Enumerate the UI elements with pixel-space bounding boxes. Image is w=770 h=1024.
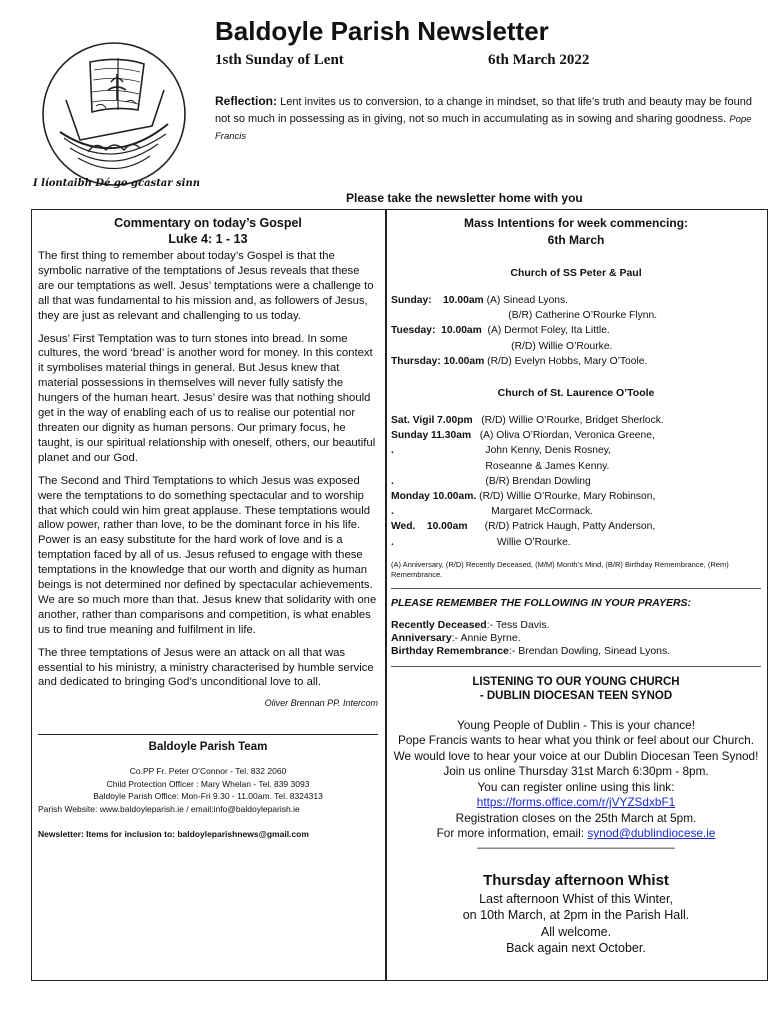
synod-deadline: Registration closes on the 25th March at 5pm. bbox=[455, 810, 697, 825]
mass-row: Sat. Vigil 7.00pm (R/D) Willie O’Rourke, Bridget Sherlock. bbox=[391, 415, 664, 427]
whist-heading: Thursday afternoon Whist bbox=[483, 871, 669, 889]
whist-line-1: Last afternoon Whist of this Winter, bbox=[479, 891, 673, 906]
team-rule bbox=[38, 734, 378, 735]
mass-row: Monday 10.00am. (R/D) Willie O’Rourke, Mary Robinson, bbox=[391, 491, 656, 503]
mass-row: (B/R) Catherine O’Rourke Flynn. bbox=[391, 310, 658, 322]
birthday-remembrance: Birthday Remembrance:- Brendan Dowling, Sinead Lyons. bbox=[391, 644, 671, 657]
newsletter-title: Baldoyle Parish Newsletter bbox=[215, 16, 549, 46]
church-st-laurence: Church of St. Laurence O’Toole bbox=[497, 387, 655, 400]
team-line-1: Co.PP Fr. Peter O’Connor - Tel. 832 2060 bbox=[129, 766, 287, 777]
mass-row: Sunday 11.30am (A) Oliva O’Riordan, Veronica Greene, bbox=[391, 430, 655, 442]
mass-row: . (B/R) Brendan Dowling bbox=[391, 475, 591, 487]
mass-row: Wed. 10.00am (R/D) Patrick Haugh, Patty Anderson, bbox=[391, 521, 656, 533]
mass-row: (R/D) Willie O’Rourke. bbox=[391, 340, 613, 352]
mass-row: . John Kenny, Denis Rosney, bbox=[391, 445, 611, 457]
church-peter-paul: Church of SS Peter & Paul bbox=[510, 267, 642, 279]
gospel-signature: Oliver Brennan PP. Intercom bbox=[264, 698, 378, 709]
gospel-paragraph-2: Jesus’ First Temptation was to turn stones into bread. In some cultures, the word ‘bread’ is another word for money. In this context it symbolises material things in general. But Jesus knew that material possessions in themselves will never fully satisfy the hungers of the human heart. Jesus’ desire was that nothing should get in the way of enabling each of us to realise our potential nor threaten our dignity as human persons. Our primary focus, he taught, is our spiritual relationship with oneself, others, our beautiful planet and our God. bbox=[38, 332, 376, 464]
synod-registration-link[interactable]: https://forms.office.com/r/jVYZSdxbF1 bbox=[476, 795, 676, 810]
right-column bbox=[391, 215, 761, 957]
parish-motto: I líontaibh Dé go gcastar sinn bbox=[33, 178, 201, 189]
synod-more-info: For more information, email: synod@dublindiocese.ie bbox=[436, 826, 716, 841]
synod-dashes: —————————————————— bbox=[477, 841, 675, 854]
parish-website[interactable]: Parish Website: www.baldoyleparish.ie / email:info@baldoyleparish.ie bbox=[38, 803, 300, 814]
mass-row: . Willie O’Rourke. bbox=[391, 536, 571, 548]
gospel-paragraph-3: The Second and Third Temptations to which Jesus was exposed were the temptations to do something spectacular and to worship that which could win him great applause. These temptations would allow power, rather than love, to be the dominant force in his life. Power is an easy substitute for the hard work of love and is a temptation faced by all of us. Jesus refused to engage with these temptations in the knowledge that our worth and dignity as human beings is not determined nor defined by spectacular achievements. We are so much more than that. Jesus knew that solidarity with one another, rather than comparisons and competition, is what enables us to find true meaning and fulfilment in life. bbox=[38, 474, 377, 636]
column-divider bbox=[385, 209, 387, 981]
mass-row: Roseanne & James Kenny. bbox=[391, 460, 610, 472]
synod-heading: LISTENING TO OUR YOUNG CHURCH bbox=[472, 675, 680, 688]
reflection bbox=[215, 93, 755, 145]
reflection-author: Pope Francis bbox=[215, 114, 752, 142]
liturgical-week: 1sth Sunday of Lent bbox=[215, 52, 344, 68]
prayers-heading: PLEASE REMEMBER THE FOLLOWING IN YOUR PRAYERS: bbox=[391, 596, 692, 609]
reflection-label: Reflection: bbox=[215, 94, 278, 108]
mass-row: . Margaret McCormack. bbox=[391, 506, 593, 518]
synod-register: You can register online using this link: bbox=[477, 779, 675, 794]
newsletter-contact[interactable]: Newsletter: Items for inclusion to: baldoyleparishnews@gmail.com bbox=[38, 829, 309, 840]
team-line-2: Child Protection Officer : Mary Whelan - Tel. 839 3093 bbox=[106, 778, 310, 789]
whist-line-3: All welcome. bbox=[540, 924, 612, 939]
gospel-paragraph-4: The three temptations of Jesus were an attack on all that was essential to his ministry, a ministry characterised by humble service and dedicated to bringing God’s unconditional love to all. bbox=[38, 646, 374, 689]
mass-row: Tuesday: 10.00am (A) Dermot Foley, Ita Little. bbox=[391, 325, 610, 337]
left-column bbox=[38, 215, 378, 839]
gospel-heading: Commentary on today’s Gospel bbox=[114, 216, 302, 230]
newsletter-date: 6th March 2022 bbox=[488, 52, 590, 68]
synod-invite: Pope Francis wants to hear what you think or feel about our Church. We would love to hear your voice at our Dublin Diocesan Teen Synod! bbox=[393, 733, 759, 763]
mass-heading: Mass Intentions for week commencing: bbox=[463, 216, 689, 230]
synod-date: Join us online Thursday 31st March 6:30pm - 8pm. bbox=[443, 764, 709, 779]
synod-subheading: - DUBLIN DIOCESAN TEEN SYNOD bbox=[479, 690, 673, 703]
take-home-notice: Please take the newsletter home with you bbox=[346, 191, 583, 205]
mass-row: Sunday: 10.00am (A) Sinead Lyons. bbox=[391, 295, 569, 306]
synod-email-link[interactable]: synod@dublindiocese.ie bbox=[587, 826, 716, 841]
team-heading: Baldoyle Parish Team bbox=[148, 741, 268, 754]
recently-deceased: Recently Deceased:- Tess Davis. bbox=[391, 618, 550, 631]
anniversary: Anniversary:- Annie Byrne. bbox=[391, 631, 521, 644]
whist-line-4: Back again next October. bbox=[506, 941, 646, 956]
team-line-3: Baldoyle Parish Office: Mon-Fri 9.30 - 11.00am. Tel. 8324313 bbox=[93, 791, 323, 802]
gospel-paragraph-1: The first thing to remember about today’s Gospel is that the symbolic narrative of the temptations of Jesus reveals that these are our temptations as well. Jesus’ temptations were a challenge to all that was fundamental to his mission and, as followers of Jesus, they are just as relevant and challenging to us today. bbox=[38, 250, 374, 322]
mass-legend: (A) Anniversary, (R/D) Recently Deceased, (M/M) Month’s Mind, (B/R) Birthday Remembrance, (Rem) Remembrance. bbox=[391, 559, 729, 579]
synod-intro: Young People of Dublin - This is your chance! bbox=[456, 717, 696, 732]
reflection-text: Lent invites us to conversion, to a change in mindset, so that life’s truth and beauty may be found not so much in possessing as in giving, not so much in accumulating as in sowing and sharing goodness. bbox=[215, 96, 752, 125]
mass-heading-date: 6th March bbox=[547, 233, 605, 247]
synod-rule bbox=[391, 666, 761, 667]
whist-line-2: on 10th March, at 2pm in the Parish Hall. bbox=[462, 908, 690, 923]
mass-row: Thursday: 10.00am (R/D) Evelyn Hobbs, Mary O’Toole. bbox=[391, 355, 648, 367]
parish-crest-logo bbox=[40, 40, 188, 188]
gospel-reference: Luke 4: 1 - 13 bbox=[168, 232, 248, 246]
prayers-rule bbox=[391, 588, 761, 589]
